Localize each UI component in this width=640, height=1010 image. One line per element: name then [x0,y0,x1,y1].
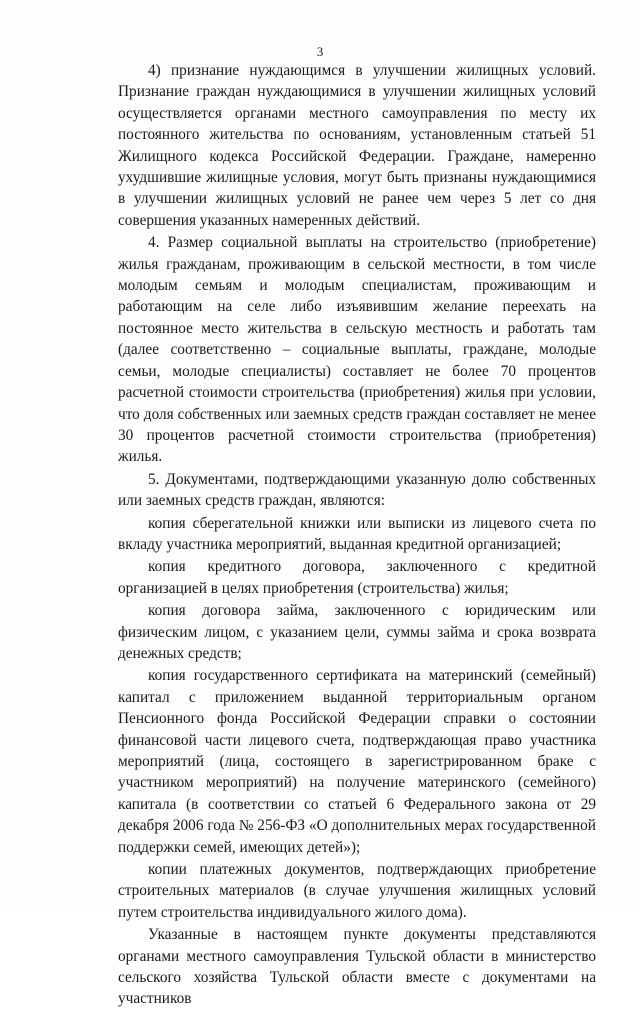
list-item-loan-agreement-copy: копия договора займа, заключенного с юридическим или физическим лицом, с указанием цели, суммы займа и срока возврата денежных средств; [118,602,596,662]
paragraph-housing-need-recognition: 4) признание нуждающимся в улучшении жилищных условий. Признание граждан нуждающимися в улучшении жилищных условий осуществляется органами местного самоуправления по месту их постоянного жительства по основаниям, установленным статьей 51 Жилищного кодекса Российской Федерации. Граждане, намеренно ухудшившие жилищные условия, могут быть признаны нуждающимися в улучшении жилищных условий не ранее чем через 5 лет со дня совершения указанных намеренных действий. [118,62,596,229]
paragraph-documents-submission: Указанные в настоящем пункте документы представляются органами местного самоуправления Тульской области в министерство сельского хозяйства Тульской области вместе с документами на участников [118,926,596,1008]
list-item-payment-documents: копии платежных документов, подтверждающих приобретение строительных материалов (в случае улучшения жилищных условий путем строительства индивидуального жилого дома). [118,861,596,921]
document-body [118,60,596,1010]
list-item-savings-book-copy: копия сберегательной книжки или выписки из лицевого счета по вкладу участника мероприятий, выданная кредитной организацией; [118,514,596,553]
paragraph-confirming-documents-intro: 5. Документами, подтверждающими указанную долю собственных или заемных средств граждан, являются: [118,470,596,510]
paragraph-social-payment-size: 4. Размер социальной выплаты на строительство (приобретение) жилья гражданам, проживающим в сельской местности, в том числе молодым семьям и молодым специалистам, проживающим и работающим на селе либо изъявившим желание переехать на постоянное место жительства в сельскую местность и работать там (далее соответственно – социальные выплаты, граждане, молодые семьи, молодые специалисты) составляет не более 70 процентов расчетной стоимости строительства (приобретения) жилья при условии, что доля собственных или заемных средств граждан составляет не менее 30 процентов расчетной стоимости строительства (приобретения) жилья. [118,234,596,466]
list-item-maternity-capital-certificate: копия государственного сертификата на материнский (семейный) капитал с приложением выданной территориальным органом Пенсионного фонда Российской Федерации справки о состоянии финансовой части лицевого счета, подтверждающая право участника мероприятий (лица, состоящего в зарегистрированном браке с участником мероприятий) на получение материнского (семейного) капитала (в соответствии со статьей 6 Федерального закона от 29 декабря 2006 года № 256-ФЗ «О дополнительных мерах государственной поддержки семей, имеющих детей»); [118,667,596,856]
list-item-credit-agreement-copy: копия кредитного договора, заключенного с кредитной организацией в целях приобретения (строительства) жилья; [118,558,596,597]
page-number: 3 [316,44,324,59]
